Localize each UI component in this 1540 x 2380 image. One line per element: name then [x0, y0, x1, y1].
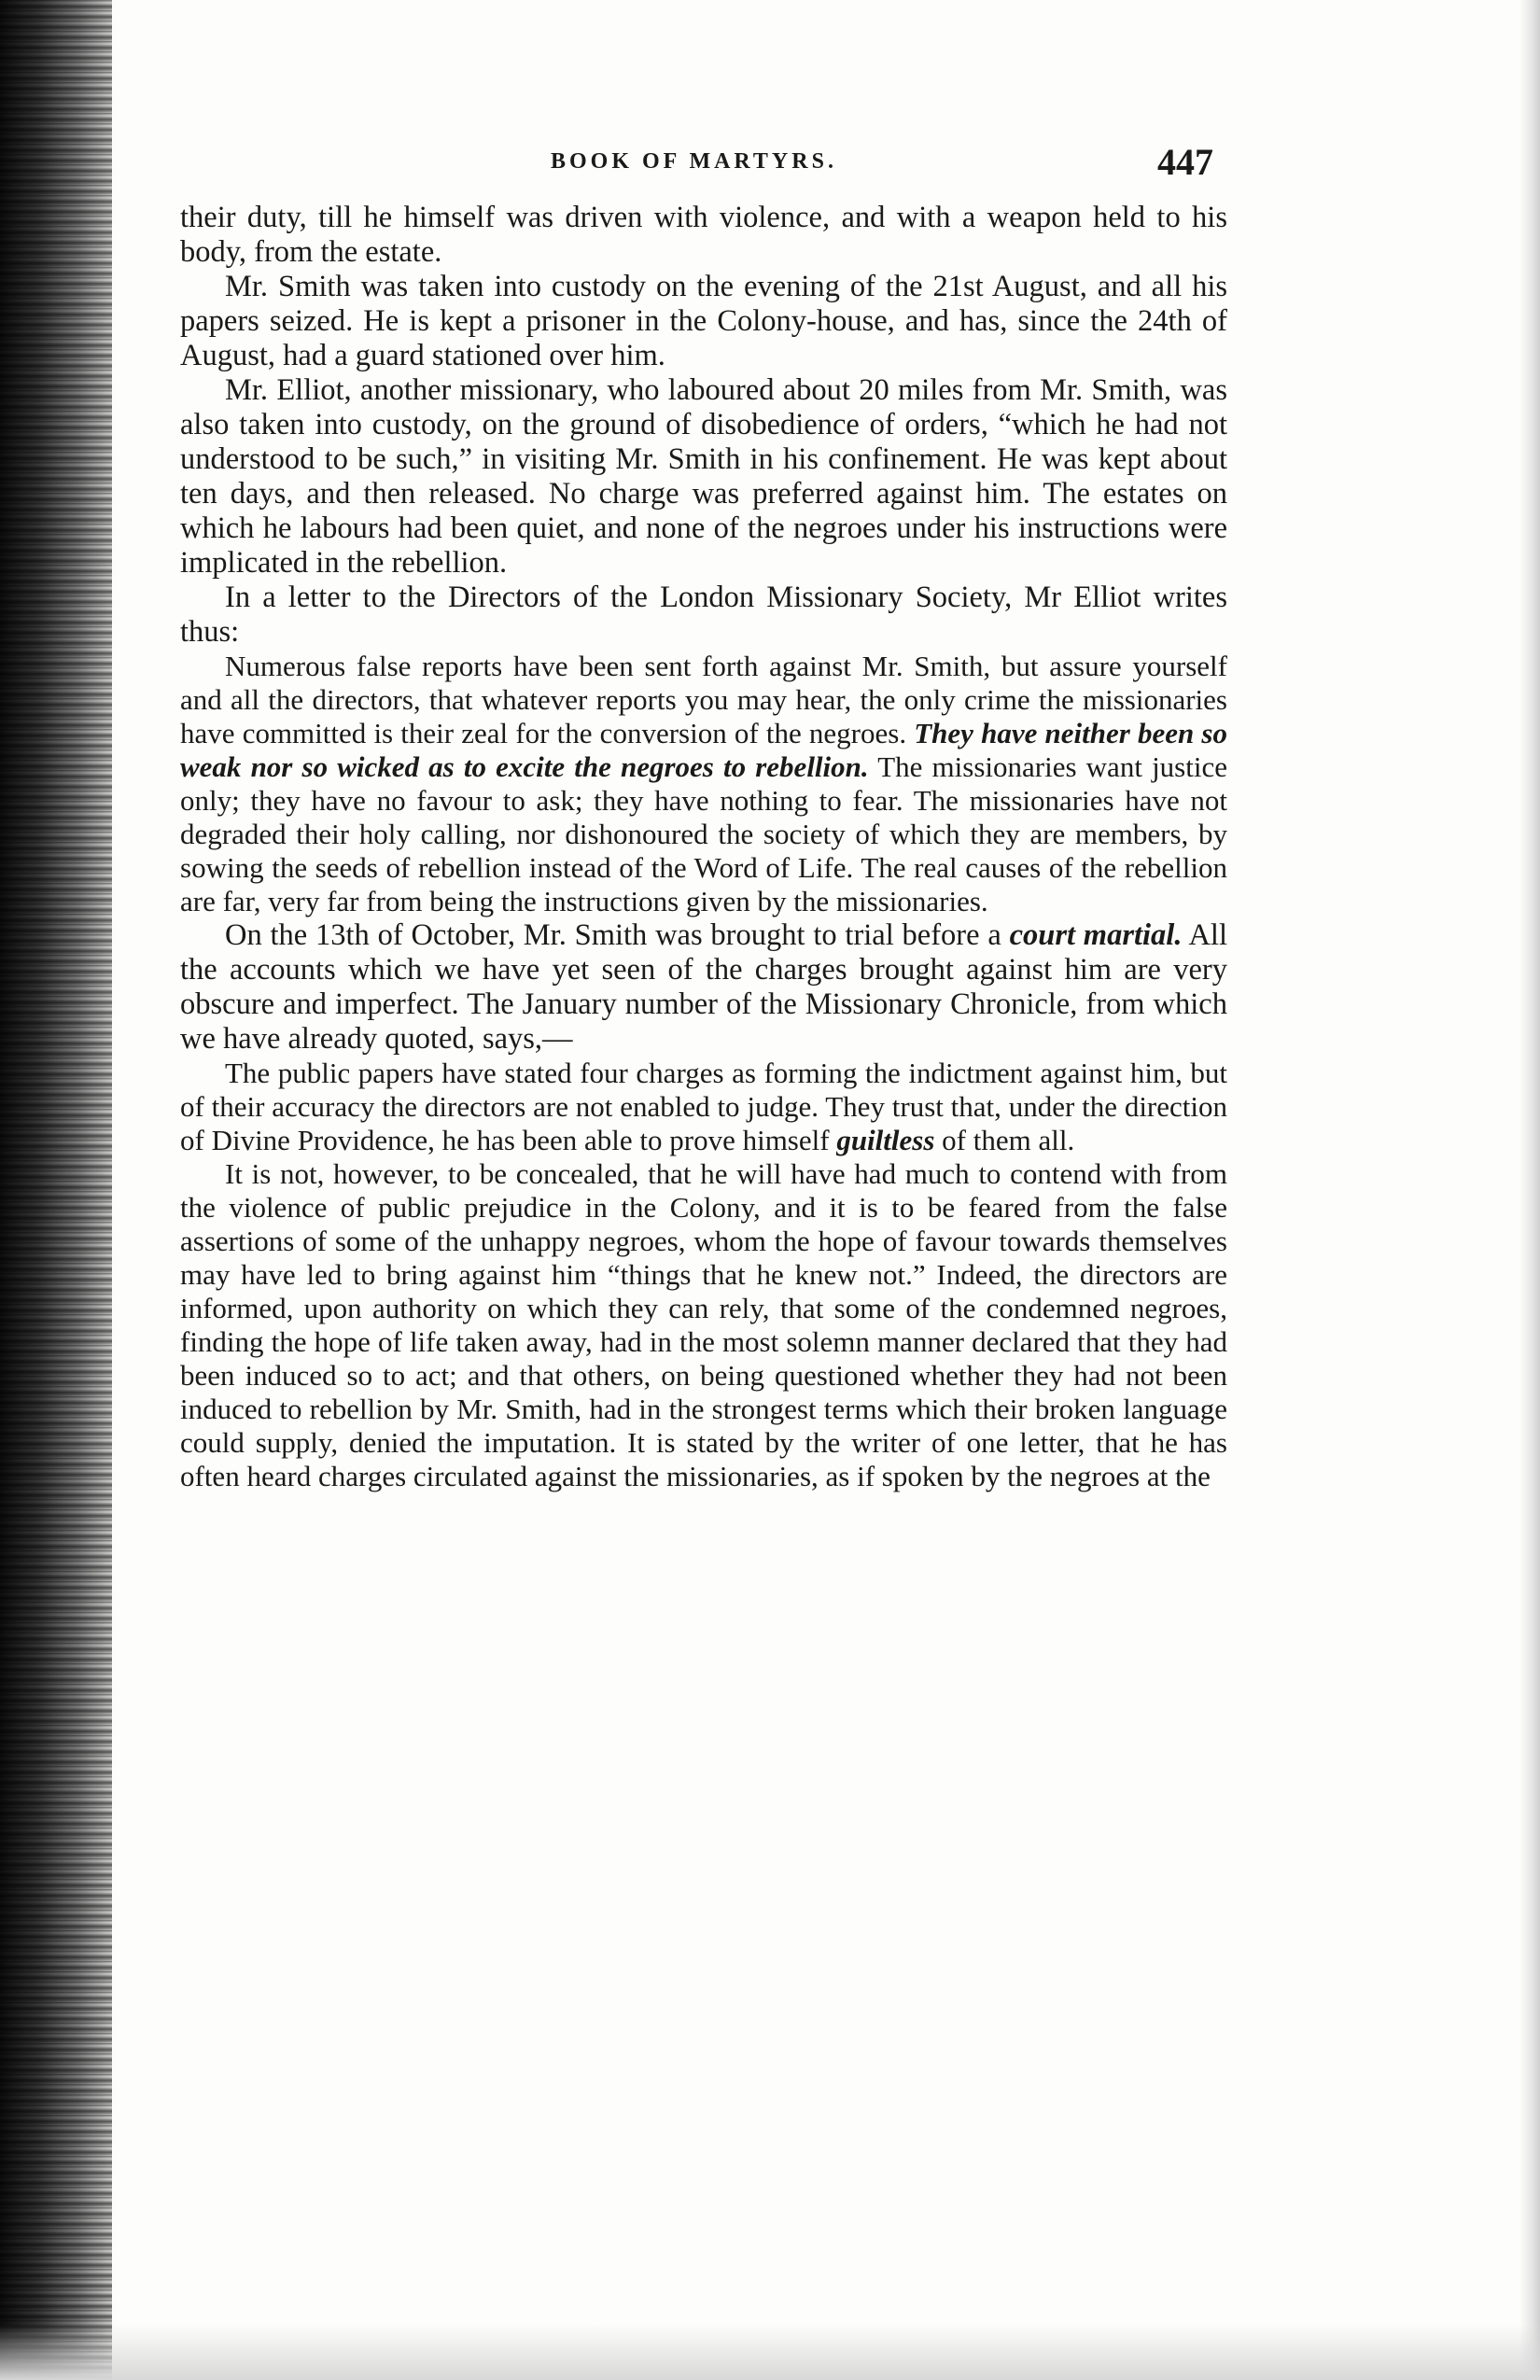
bottom-edge-shadow — [0, 2324, 1540, 2380]
page-number: 447 — [1157, 141, 1213, 183]
quote-text: The missionaries want justice only; they have no favour to ask; they have nothing to fear. The missionaries have not degraded their holy calling, nor dishonoured the society of which they are members, by sowing the seeds of rebellion instead of the Word of Life. The real causes of the rebellion are far, very far from being the instructions given by the missionaries. — [180, 750, 1227, 917]
paragraph — [180, 918, 1227, 1057]
quoted-paragraph — [180, 1057, 1227, 1157]
paragraph: Mr. Elliot, another missionary, who laboured about 20 miles from Mr. Smith, was also taken into custody, on the ground of disobedience of orders, “which he had not understood to be such,” in visiting Mr. Smith in his confinement. He was kept about ten days, and then released. No charge was preferred against him. The estates on which he labours had been quiet, and none of the negroes under his instructions were implicated in the rebellion. — [180, 373, 1227, 580]
paragraph-text: On the 13th of October, Mr. Smith was brought to trial before a — [225, 918, 1010, 952]
paragraph: their duty, till he himself was driven with violence, and with a weapon held to his body, from the estate. — [180, 201, 1227, 269]
emphasized-text: court martial. — [1009, 918, 1183, 952]
paragraph: Mr. Smith was taken into custody on the evening of the 21st August, and all his papers seized. He is kept a prisoner in the Colony-house, and has, since the 24th of August, had a guard stationed over him. — [180, 270, 1227, 372]
quoted-paragraph — [180, 650, 1227, 918]
quote-text: Numerous false reports have been sent forth against Mr. Smith, but assure yourself and all the directors, that whatever reports you may hear, the only crime the missionaries have committed is their zeal for the conversion of the negroes. — [180, 650, 1227, 749]
paragraph-text: All the accounts which we have yet seen of the charges brought against him are very obscure and imperfect. The January number of the Missionary Chronicle, from which we have already quoted, says,— — [180, 918, 1227, 1056]
paragraph: In a letter to the Directors of the London Missionary Society, Mr Elliot writes thus: — [180, 581, 1227, 649]
page-header — [187, 140, 1223, 196]
binding-shadow — [0, 0, 112, 2380]
running-head: BOOK OF MARTYRS. — [551, 149, 837, 174]
quoted-paragraph: It is not, however, to be concealed, that he will have had much to contend with from the violence of public prejudice in the Colony, and it is to be feared from the false assertions of some of the unhappy negroes, whom the hope of favour towards themselves may have led to bring against him “things that he knew not.” Indeed, the directors are informed, upon authority on which they can rely, that some of the condemned negroes, finding the hope of life taken away, had in the most solemn manner declared that they had been induced so to act; and that others, on being questioned whether they had not been induced to rebellion by Mr. Smith, had in the strongest terms which their broken language could supply, denied the imputation. It is stated by the writer of one letter, that he has often heard charges circulated against the missionaries, as if spoken by the negroes at the — [180, 1157, 1227, 1492]
body-text — [180, 201, 1227, 1493]
quote-text: The public papers have stated four charges as forming the indictment against him, but of their accuracy the directors are not enabled to judge. They trust that, under the direction of Divine Providence, he has been able to prove himself — [180, 1057, 1227, 1156]
emphasized-text: guiltless — [836, 1124, 935, 1156]
emphasized-text: They have neither been so weak nor so wicked as to excite the negroes to rebellion. — [180, 717, 1227, 783]
quote-text: of them all. — [934, 1124, 1075, 1156]
page-edge-shadow — [1519, 0, 1540, 2380]
